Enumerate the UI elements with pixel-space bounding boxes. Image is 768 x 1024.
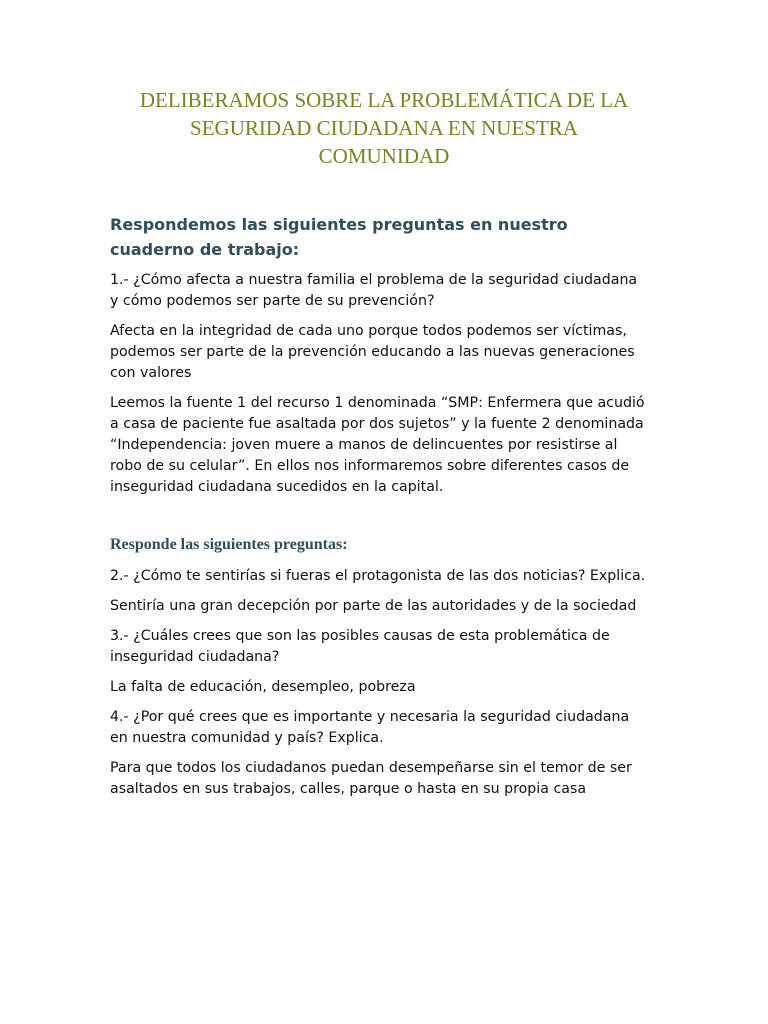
- answer-3: La falta de educación, desempleo, pobreza: [110, 679, 416, 695]
- title-line-2: SEGURIDAD CIUDADANA EN NUESTRA: [190, 116, 578, 140]
- section-2-heading: Responde las siguientes preguntas:: [110, 536, 348, 553]
- document-body: [110, 212, 650, 809]
- answer-4: Para que todos los ciudadanos puedan desempeñarse sin el temor de ser asaltados en sus trabajos, calles, parque o hasta en su propia casa: [110, 760, 632, 797]
- title-line-3: COMUNIDAD: [318, 144, 450, 168]
- answer-1: Afecta en la integridad de cada uno porque todos podemos ser víctimas, podemos ser parte de la prevención educando a las nuevas generaciones con valores: [110, 323, 635, 381]
- question-2: 2.- ¿Cómo te sentirías si fueras el protagonista de las dos noticias? Explica.: [110, 568, 646, 584]
- answer-2: Sentiría una gran decepción por parte de las autoridades y de la sociedad: [110, 598, 637, 614]
- question-3: 3.- ¿Cuáles crees que son las posibles causas de esta problemática de inseguridad ciudadana?: [110, 628, 610, 665]
- document-title: [100, 86, 668, 170]
- reading-instructions: Leemos la fuente 1 del recurso 1 denominada “SMP: Enfermera que acudió a casa de paciente fue asaltada por dos sujetos” y la fuente 2 denominada “Independencia: joven muere a manos de delincuentes por resistirse al robo de su celular”. En ellos nos informaremos sobre diferentes casos de inseguridad ciudadana sucedidos en la capital.: [110, 395, 645, 495]
- question-4: 4.- ¿Por qué crees que es importante y necesaria la seguridad ciudadana en nuestra comunidad y país? Explica.: [110, 709, 630, 746]
- title-line-1: DELIBERAMOS SOBRE LA PROBLEMÁTICA DE LA: [139, 88, 629, 112]
- question-1: 1.- ¿Cómo afecta a nuestra familia el problema de la seguridad ciudadana y cómo podemos ser parte de su prevención?: [110, 272, 638, 309]
- section-1-heading: Respondemos las siguientes preguntas en nuestro cuaderno de trabajo:: [110, 215, 568, 259]
